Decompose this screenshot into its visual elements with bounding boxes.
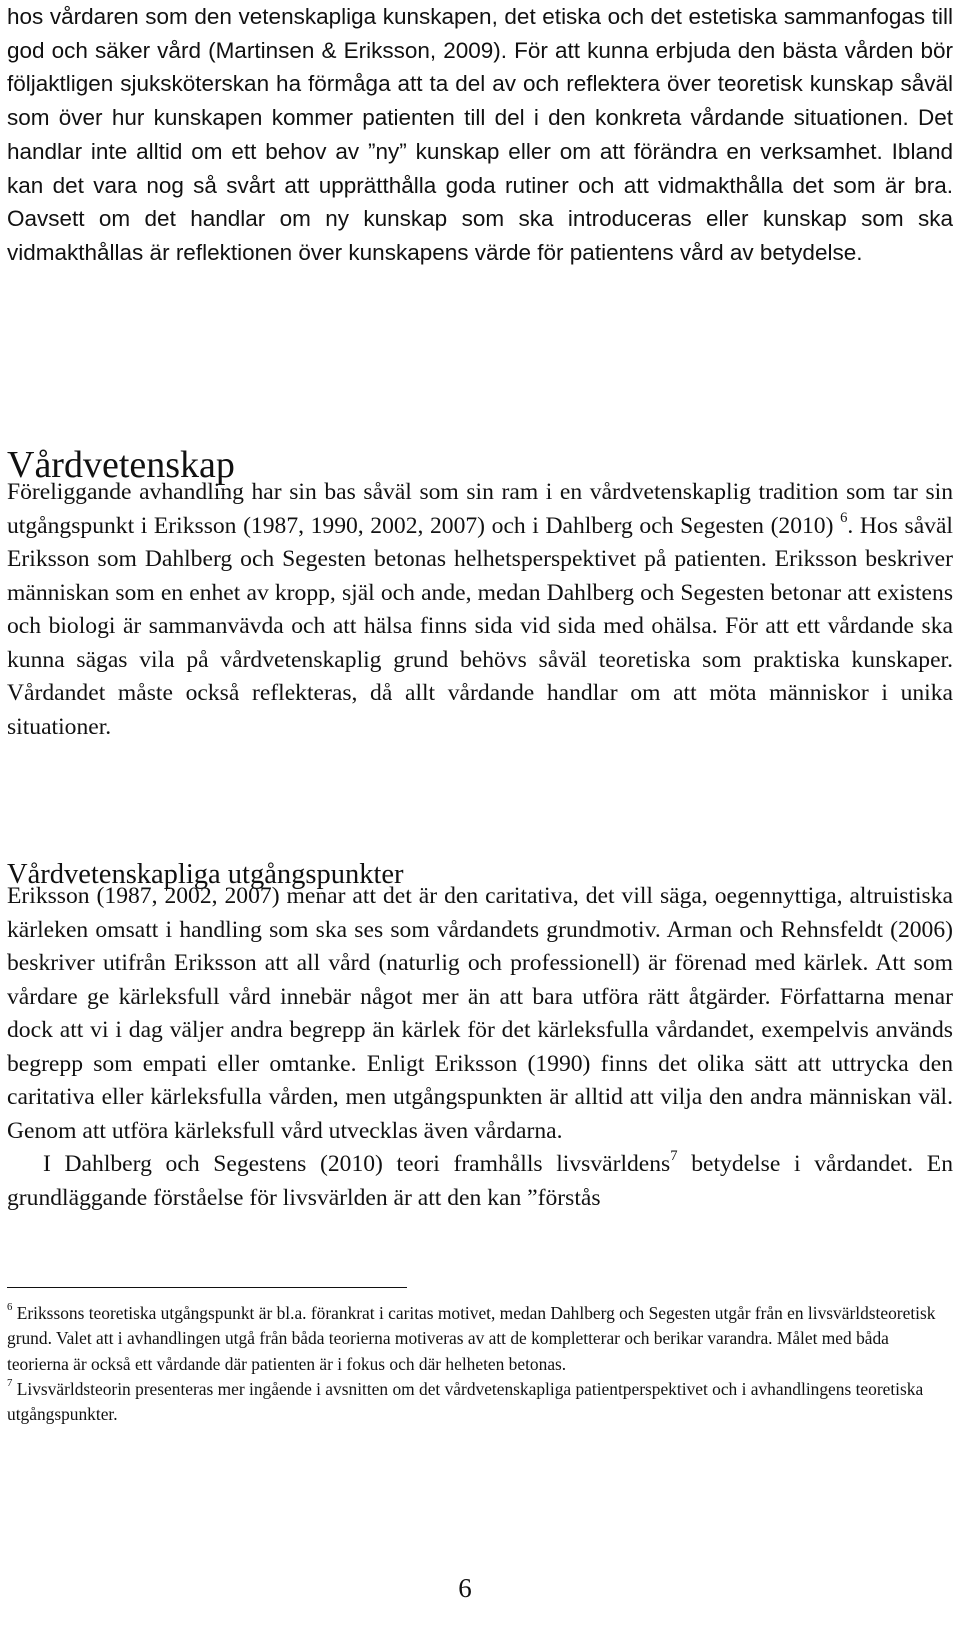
footnote-6: [7, 1301, 953, 1377]
footnote-ref-7: 7: [670, 1148, 678, 1165]
section2-p2-text-start: I Dahlberg och Segestens (2010) teori framhålls livsvärldens: [43, 1151, 671, 1177]
footnote-divider: [7, 1287, 407, 1288]
section2-p2-text-rest: betydelse i vårdandet. En grundläggande förståelse för livsvärlden är att den kan ”förstås: [7, 1151, 954, 1211]
intro-paragraph: hos vårdaren som den vetenskapliga kunskapen, det etiska och det estetiska sammanfogas till god och säker vård (Martinsen & Eriksson, 2009). För att kunna erbjuda den bästa vården bör följaktligen sjuksköterskan ha förmåga att ta del av och reflektera över teoretisk kunskap såväl som över hur kunskapen kommer patienten till del i den konkreta vårdande situationen. Det handlar inte alltid om ett behov av ”ny” kunskap eller om att förändra en verksamhet. Ibland kan det vara nog så svårt att upprätthålla goda rutiner och att vidmakthålla det som är bra. Oavsett om det handlar om ny kunskap som ska introduceras eller kunskap som ska vidmakthållas är reflektionen över kunskapens värde för patientens vård av betydelse.: [7, 4, 953, 265]
section1-paragraph: [7, 476, 953, 744]
section2-paragraph-2: [7, 1148, 953, 1215]
footnote-7: [7, 1377, 953, 1428]
footnotes: [7, 1301, 953, 1427]
footnote-text-6: Erikssons teoretiska utgångspunkt är bl.a. förankrat i caritas motivet, medan Dahlberg och Segesten utgår från en livsvärldsteoretisk grund. Valet att i avhandlingen utgå från båda teorierna motiveras av att de kompletterar och berikar varandra. Målet med båda teorierna är också ett vårdande där patienten är i fokus och där helheten betonas.: [7, 1303, 936, 1374]
section2-body: [7, 880, 953, 1215]
section1-text-rest: . Hos såväl Eriksson som Dahlberg och Segesten betonas helhetsperspektivet på patienten. Eriksson beskriver människan som en enhet av kropp, själ och ande, medan Dahlberg och Segesten betonar att existens och biologi är sammanvävda och att hälsa finns sida vid sida med ohälsa. För att ett vårdande ska kunna sägas vila på vårdvetenskaplig grund behövs såväl teoretiska som praktiska kunskaper. Vårdandet måste också reflekteras, då allt vårdande handlar om att möta människor i unika situationer.: [7, 512, 953, 740]
section1-text-start: Föreliggande avhandling har sin bas såväl som sin ram i en vårdvetenskaplig tradition som tar sin utgångspunkt i Eriksson (1987, 1990, 2002, 2007) och i Dahlberg och Segesten (2010): [7, 479, 953, 539]
footnote-ref-6: 6: [840, 509, 848, 526]
footnote-marker-6: 6: [7, 1301, 13, 1314]
footnote-text-7: Livsvärldsteorin presenteras mer ingående i avsnitten om det vårdvetenskapliga patientperspektivet och i avhandlingens teoretiska utgångspunkter.: [7, 1378, 924, 1425]
section2-paragraph-1: Eriksson (1987, 2002, 2007) menar att det är den caritativa, det vill säga, oegennyttiga, altruistiska kärleken omsatt i handling som ska ses som vårdandets grundmotiv. Arman och Rehnsfeldt (2006) beskriver utifrån Eriksson att all vård (naturlig och professionell) är förenad med kärlek. Att som vårdare ge kärleksfull vård innebär något mer än att bara utföra rätt åtgärder. Författarna menar dock att vi i dag väljer andra begrepp än kärlek för det kärleksfulla vårdandet, exempelvis används begrepp som empati eller omtanke. Enligt Eriksson (1990) finns det olika sätt att uttrycka den caritativa eller kärleksfulla vården, men utgångspunkten är alltid att vilja den andra människan väl. Genom att utföra kärleksfull vård utvecklas även vårdarna.: [7, 883, 953, 1144]
footnote-marker-7: 7: [7, 1377, 13, 1390]
section-heading-vardvetenskap: Vårdvetenskap: [7, 444, 235, 487]
page-number: 6: [458, 1573, 472, 1603]
section-heading-utgangspunkter: Vårdvetenskapliga utgångspunkter: [7, 858, 404, 890]
